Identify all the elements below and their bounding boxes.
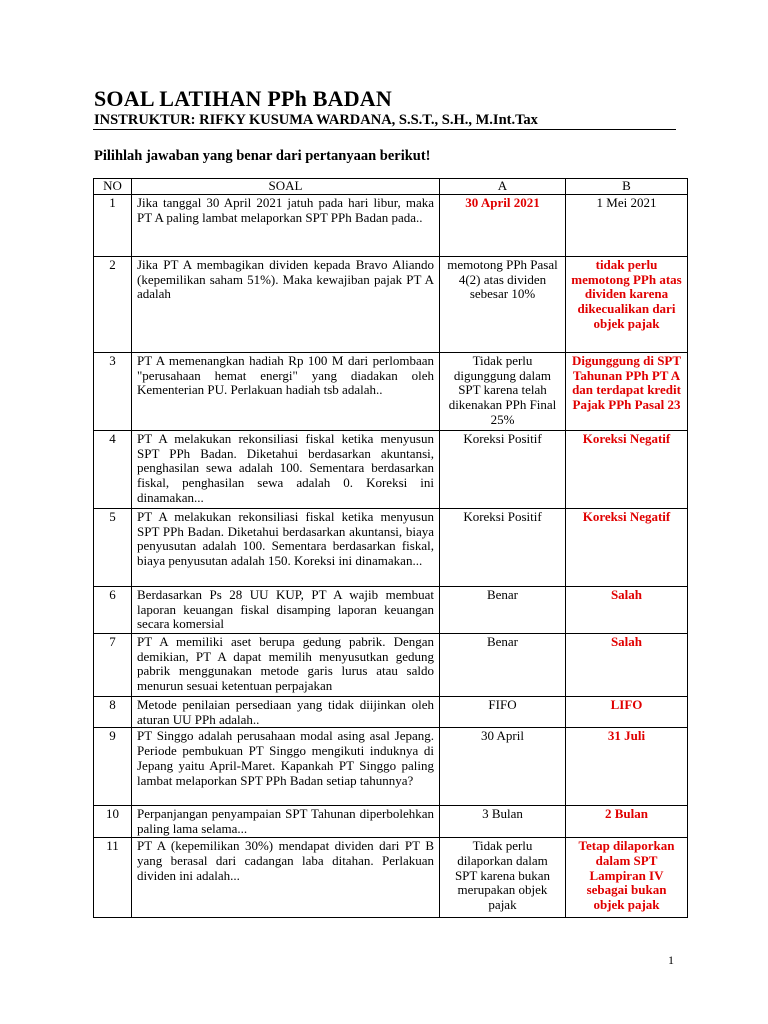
option-b: Koreksi Negatif <box>566 508 688 586</box>
option-a: 30 April 2021 <box>440 194 566 256</box>
question-number: 2 <box>94 256 132 352</box>
option-a: Koreksi Positif <box>440 508 566 586</box>
table-row <box>94 633 688 696</box>
option-a: Koreksi Positif <box>440 430 566 508</box>
question-number: 3 <box>94 352 132 430</box>
table-row <box>94 430 688 508</box>
question-number: 6 <box>94 586 132 633</box>
document-title: SOAL LATIHAN PPh BADAN <box>94 86 392 111</box>
question-number: 5 <box>94 508 132 586</box>
header-soal: SOAL <box>132 179 440 195</box>
question-number: 9 <box>94 728 132 806</box>
table-body <box>94 194 688 917</box>
header-option-b: B <box>566 179 688 195</box>
option-b: LIFO <box>566 696 688 728</box>
option-a: Benar <box>440 586 566 633</box>
table-row <box>94 806 688 838</box>
question-number: 1 <box>94 194 132 256</box>
question-text: PT A melakukan rekonsiliasi fiskal ketika menyusun SPT PPh Badan. Diketahui berdasarkan akuntansi, biaya penyusutan adalah 100. Sementara berdasarkan fiskal, biaya penyusutan adalah 150. Koreksi ini dinamakan... <box>132 508 440 586</box>
option-b: Tetap dilaporkan dalam SPT Lampiran IV sebagai bukan objek pajak <box>566 837 688 917</box>
table-row <box>94 837 688 917</box>
table-row <box>94 194 688 256</box>
table-row <box>94 256 688 352</box>
option-b: Salah <box>566 633 688 696</box>
header-rule <box>93 129 676 130</box>
question-number: 10 <box>94 806 132 838</box>
option-a: Tidak perlu dilaporkan dalam SPT karena bukan merupakan objek pajak <box>440 837 566 917</box>
option-a: FIFO <box>440 696 566 728</box>
question-text: PT Singgo adalah perusahaan modal asing asal Jepang. Periode pembukuan PT Singgo mengikuti induknya di Jepang yaitu April-Maret. Kapankah PT Singgo paling lambat melaporkan SPT PPh Badan setiap tahunnya? <box>132 728 440 806</box>
question-number: 7 <box>94 633 132 696</box>
option-a: 3 Bulan <box>440 806 566 838</box>
option-b: 31 Juli <box>566 728 688 806</box>
option-a: Tidak perlu digunggung dalam SPT karena telah dikenakan PPh Final 25% <box>440 352 566 430</box>
header-no: NO <box>94 179 132 195</box>
questions-table <box>93 178 688 918</box>
question-text: PT A memenangkan hadiah Rp 100 M dari perlombaan "perusahaan hemat energi" yang diadakan oleh Kementerian PU. Perlakuan hadiah tsb adalah.. <box>132 352 440 430</box>
question-text: PT A melakukan rekonsiliasi fiskal ketika menyusun SPT PPh Badan. Diketahui berdasarkan akuntansi, penghasilan sewa adalah 100. Sementara berdasarkan fiskal, penghasilan sewa adalah 0. Koreksi ini dinamakan... <box>132 430 440 508</box>
question-text: Jika tanggal 30 April 2021 jatuh pada hari libur, maka PT A paling lambat melaporkan SPT PPh Badan pada.. <box>132 194 440 256</box>
option-b: Salah <box>566 586 688 633</box>
option-a: Benar <box>440 633 566 696</box>
page-number: 1 <box>668 953 674 967</box>
question-text: PT A memiliki aset berupa gedung pabrik. Dengan demikian, PT A dapat memilih menyusutkan gedung pabrik menggunakan metode garis lurus atau saldo menurun sesuai ketentuan perpajakan <box>132 633 440 696</box>
option-a: 30 April <box>440 728 566 806</box>
table-row <box>94 728 688 806</box>
table-row <box>94 508 688 586</box>
table-header-row <box>94 179 688 195</box>
question-text: Berdasarkan Ps 28 UU KUP, PT A wajib membuat laporan keuangan fiskal disamping laporan keuangan secara komersial <box>132 586 440 633</box>
option-b: 1 Mei 2021 <box>566 194 688 256</box>
question-text: Perpanjangan penyampaian SPT Tahunan diperbolehkan paling lama selama... <box>132 806 440 838</box>
question-number: 11 <box>94 837 132 917</box>
question-text: Metode penilaian persediaan yang tidak diijinkan oleh aturan UU PPh adalah.. <box>132 696 440 728</box>
table-row <box>94 352 688 430</box>
option-a: memotong PPh Pasal 4(2) atas dividen sebesar 10% <box>440 256 566 352</box>
table-row <box>94 696 688 728</box>
option-b: tidak perlu memotong PPh atas dividen karena dikecualikan dari objek pajak <box>566 256 688 352</box>
instructor-line: INSTRUKTUR: RIFKY KUSUMA WARDANA, S.S.T., S.H., M.Int.Tax <box>94 112 538 128</box>
question-text: PT A (kepemilikan 30%) mendapat dividen dari PT B yang berasal dari cadangan laba ditahan. Perlakuan dividen ini adalah... <box>132 837 440 917</box>
option-b: Digunggung di SPT Tahunan PPh PT A dan terdapat kredit Pajak PPh Pasal 23 <box>566 352 688 430</box>
question-number: 8 <box>94 696 132 728</box>
header-option-a: A <box>440 179 566 195</box>
question-text: Jika PT A membagikan dividen kepada Bravo Aliando (kepemilikan saham 51%). Maka kewajiban pajak PT A adalah <box>132 256 440 352</box>
instruction-text: Pilihlah jawaban yang benar dari pertanyaan berikut! <box>94 148 431 164</box>
option-b: 2 Bulan <box>566 806 688 838</box>
option-b: Koreksi Negatif <box>566 430 688 508</box>
table-row <box>94 586 688 633</box>
question-number: 4 <box>94 430 132 508</box>
